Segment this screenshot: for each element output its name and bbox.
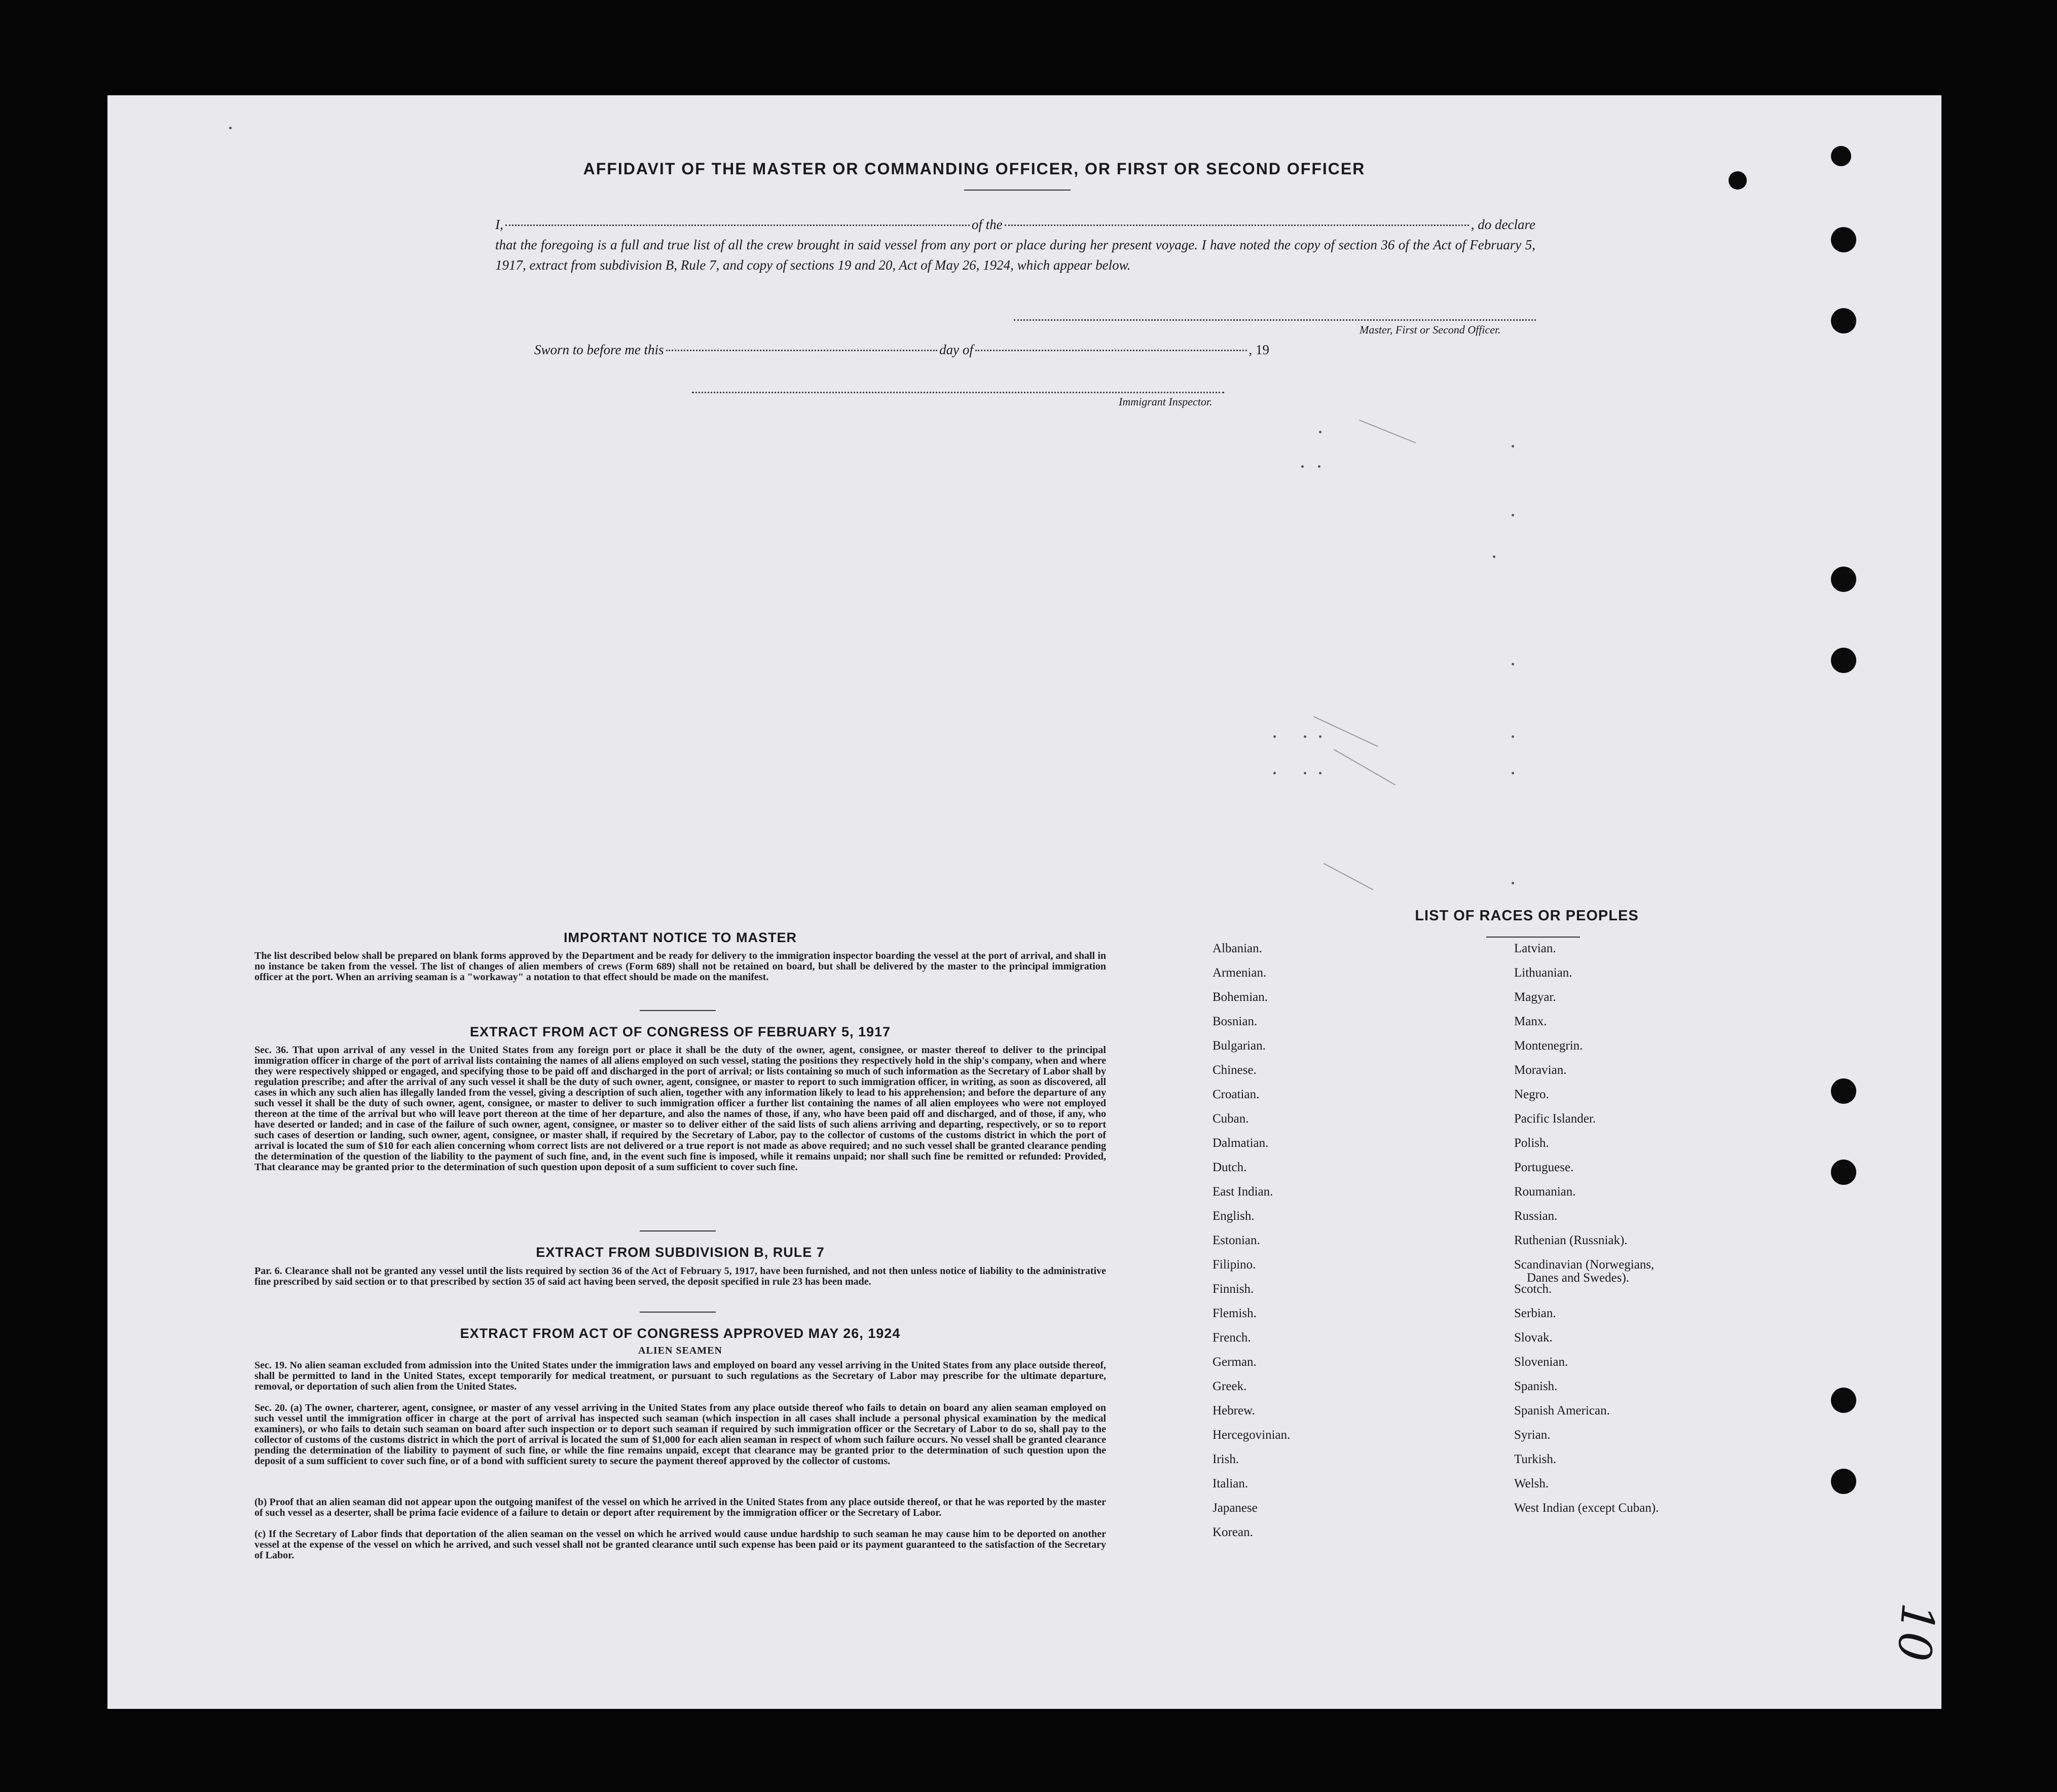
race-item: Slovenian. — [1514, 1355, 1568, 1369]
sworn-month-blank[interactable] — [975, 350, 1247, 351]
race-item: Dalmatian. — [1213, 1136, 1269, 1150]
race-item: Chinese. — [1213, 1063, 1257, 1077]
scan-speck — [1273, 735, 1276, 738]
race-item: Finnish. — [1213, 1282, 1254, 1296]
race-item: French. — [1213, 1331, 1251, 1345]
master-caption: Master, First or Second Officer. — [1360, 323, 1501, 336]
race-item: Flemish. — [1213, 1306, 1257, 1320]
race-item: Dutch. — [1213, 1161, 1247, 1174]
race-item: Italian. — [1213, 1477, 1248, 1490]
race-item: Lithuanian. — [1514, 966, 1572, 980]
scan-speck — [1304, 772, 1306, 774]
sworn-row — [534, 342, 1269, 358]
scan-speck — [1301, 465, 1304, 468]
punch-hole — [1831, 1469, 1856, 1494]
scan-stroke — [1324, 863, 1373, 890]
i-label: I, — [495, 217, 503, 232]
race-item: Korean. — [1213, 1525, 1253, 1539]
race-item: Slovak. — [1514, 1331, 1553, 1345]
race-item: Spanish American. — [1514, 1404, 1610, 1417]
rule-7-title: EXTRACT FROM SUBDIVISION B, RULE 7 — [536, 1245, 825, 1260]
sworn-day-blank[interactable] — [666, 350, 938, 351]
race-item: Filipino. — [1213, 1258, 1256, 1272]
punch-hole — [1729, 171, 1747, 190]
race-item: Cuban. — [1213, 1112, 1249, 1126]
race-item: English. — [1213, 1209, 1255, 1223]
race-item: East Indian. — [1213, 1185, 1273, 1199]
act-1917-title: EXTRACT FROM ACT OF CONGRESS OF FEBRUARY 5, 1917 — [469, 1024, 891, 1039]
scan-speck — [1319, 431, 1321, 433]
day-of-label: day of — [939, 342, 973, 357]
race-item: Russian. — [1514, 1209, 1558, 1223]
race-item: Welsh. — [1514, 1477, 1549, 1490]
race-item: Danes and Swedes). — [1527, 1271, 1630, 1285]
race-item: Magyar. — [1514, 990, 1556, 1004]
race-item: Pacific Islander. — [1514, 1112, 1596, 1126]
race-item: Negro. — [1514, 1088, 1549, 1101]
race-item: Estonian. — [1213, 1234, 1260, 1247]
punch-hole — [1831, 1388, 1856, 1413]
race-item: Moravian. — [1514, 1063, 1567, 1077]
inspector-signature-line[interactable] — [692, 392, 1224, 393]
race-item: Syrian. — [1514, 1428, 1551, 1442]
race-item: Bosnian. — [1213, 1015, 1258, 1028]
scan-speck — [1512, 663, 1514, 665]
race-item: Bulgarian. — [1213, 1039, 1266, 1053]
vessel-blank[interactable] — [1005, 225, 1469, 226]
race-item: Turkish. — [1514, 1452, 1557, 1466]
race-item: Ruthenian (Russniak). — [1514, 1234, 1628, 1247]
scan-speck — [1319, 772, 1321, 774]
race-item: Roumanian. — [1514, 1185, 1576, 1199]
scan-speck — [1512, 735, 1514, 738]
act-1924-sec20a: Sec. 20. (a) The owner, charterer, agent, consignee, or master of any vessel arriving in the United States from any place outside thereof who fails to detain on board any alien seaman employed on such vessel until the immigration officer in charge at the port of arrival has inspected such seaman (which inspection in all cases shall include a personal physical examination by the medical examiners), or who fails to detain such seaman on board after such inspection or to deport such seaman if required by such immigration officer or the Secretary of Labor to do so, shall pay to the collector of customs of the customs district in which the port of arrival is located the sum of $1,000 for each alien seaman in respect of whom such failure occurs. No vessel shall be granted clearance pending the determination of the liability to payment of such fine, or while the fine remains unpaid, except that clearance may be granted prior to the determination of such question upon the deposit of a sum sufficient to cover such fine, or of a bond with sufficient surety to secure the payment thereof approved by the collector of customs. — [254, 1402, 1106, 1467]
race-item: Spanish. — [1514, 1379, 1558, 1393]
punch-hole — [1831, 648, 1856, 673]
race-item: Montenegrin. — [1514, 1039, 1583, 1053]
race-item: Bohemian. — [1213, 990, 1268, 1004]
punch-hole — [1831, 1160, 1856, 1185]
declaration-text: that the foregoing is a full and true list of all the crew brought in said vessel from any port or place during her present voyage. I have noted the copy of section 36 of the Act of February 5, 1917, extract from subdivision B, Rule 7, and copy of sections 19 and 20, Act of May 26, 1924, which appear below. — [495, 237, 1535, 273]
scan-speck — [1319, 735, 1321, 738]
scan-stroke — [1359, 420, 1416, 443]
rule-7-text: Par. 6. Clearance shall not be granted any vessel until the lists required by section 36 of the Act of February 5, 1917, have been furnished, and not then unless notice of liability to the administrative fine prescribed by said section or to that prescribed by section 35 of said act having been served, the deposit specified in rule 23 has been made. — [254, 1265, 1106, 1287]
race-item: Albanian. — [1213, 942, 1262, 955]
scan-stroke — [1313, 716, 1378, 747]
act-1924-sec20b: (b) Proof that an alien seaman did not appear upon the outgoing manifest of the vessel on which he arrived in the United States from any place outside thereof, or that he was reported by the master of such vessel as a deserter, shall be prima facie evidence of a failure to detain or deport after requirement by the immigration officer or the Secretary of Labor. — [254, 1497, 1106, 1518]
alien-seamen-subtitle: ALIEN SEAMEN — [638, 1345, 722, 1356]
races-divider — [1486, 937, 1580, 938]
race-item: Latvian. — [1514, 942, 1556, 955]
race-item: German. — [1213, 1355, 1257, 1369]
race-item: West Indian (except Cuban). — [1514, 1501, 1659, 1515]
race-item: Irish. — [1213, 1452, 1239, 1466]
scan-speck — [1304, 735, 1306, 738]
name-blank[interactable] — [505, 225, 970, 226]
punch-hole — [1831, 567, 1856, 592]
race-item: Hebrew. — [1213, 1404, 1255, 1417]
title-divider — [964, 190, 1071, 191]
race-item: Serbian. — [1514, 1306, 1556, 1320]
notice-text: The list described below shall be prepared on blank forms approved by the Department and be ready for delivery to the immigration inspector boarding the vessel at the port of arrival, and shall in no instance be taken from the vessel. The list of changes of alien members of crews (Form 689) shall not be retained on board, but shall be delivered by the master to the principal immigration officer at the port. When an arriving seaman is a "workaway" a notation to that effect should be made on the manifest. — [254, 950, 1106, 983]
rule-7-divider — [640, 1312, 716, 1313]
notice-title: IMPORTANT NOTICE TO MASTER — [564, 930, 797, 945]
sworn-label: Sworn to before me this — [534, 342, 664, 357]
do-declare-label: , do declare — [1471, 217, 1535, 232]
of-the-label: of the — [971, 217, 1003, 232]
race-item: Portuguese. — [1514, 1161, 1574, 1174]
race-item: Scotch. — [1514, 1282, 1552, 1296]
scan-speck — [1512, 445, 1514, 447]
race-item: Manx. — [1514, 1015, 1547, 1028]
act-1924-sec19: Sec. 19. No alien seaman excluded from admission into the United States under the immigration laws and employed on board any vessel arriving in the United States from any place outside thereof, shall be permitted to land in the United States, except temporarily for medical treatment, or pursuant to such regulations as the Secretary of Labor may prescribe for the ultimate departure, removal, or deportation of such alien from the United States. — [254, 1360, 1106, 1392]
scan-speck — [1512, 882, 1514, 884]
race-item: Croatian. — [1213, 1088, 1260, 1101]
race-item: Scandinavian (Norwegians, — [1514, 1258, 1655, 1272]
act-1924-sec20c: (c) If the Secretary of Labor finds that deportation of the alien seaman on the vessel on which he arrived would cause undue hardship to such seaman he may cause him to be deported on another vessel at the expense of the vessel on which he arrived, and such vessel shall not be granted clearance until such expense has been paid or its payment guaranteed to the satisfaction of the Secretary of Labor. — [254, 1528, 1106, 1561]
year-prefix: , 19 — [1248, 342, 1269, 357]
race-item: Armenian. — [1213, 966, 1267, 980]
declaration-block — [495, 214, 1535, 275]
race-item: Japanese — [1213, 1501, 1258, 1515]
scan-speck — [1273, 772, 1276, 774]
race-item: Hercegovinian. — [1213, 1428, 1291, 1442]
act-1917-text: Sec. 36. That upon arrival of any vessel in the United States from any foreign port or place it shall be the duty of the owner, agent, consignee, or master thereof to deliver to the principal immigration officer in charge of the port of arrival lists containing the names of all aliens employed on such vessel, stating the positions they respectively hold in the ship's company, when and where they were respectively shipped or engaged, and specifying those to be paid off and discharged in the port of arrival; or lists containing so much of such information as the Secretary of Labor shall by regulation prescribe; and after the arrival of any such vessel it shall be the duty of such owner, agent, consignee, or master to report to such immigration officer, in writing, as soon as discovered, all cases in which any such alien has illegally landed from the vessel, giving a description of such alien, together with any information likely to lead to his apprehension; and before the departure of any such vessel it shall be the duty of such owner, agent, consignee, or master to deliver to such immigration officer a further list containing the names of all alien employees who were not employed thereon at the time of the arrival but who will leave port thereon at the time of her departure, and also the names of those, if any, who have been paid off and discharged, and of those, if any, who have deserted or landed; and in case of the failure of such owner, agent, consignee, or master so to deliver either of the said lists of such aliens arriving and departing, respectively, or so to report such cases of desertion or landing, such owner, agent, consignee, or master shall, if required by the Secretary of Labor, pay to the collector of customs of the customs district in which the port of arrival is located the sum of $10 for each alien concerning whom correct lists are not delivered or a true report is not made as above required; and no such vessel shall be granted clearance pending the determination of the question of the liability to the payment of such fine, and, in the event such fine is imposed, while it remains unpaid; nor shall such fine be remitted or refunded: Provided, That clearance may be granted prior to the determination of such question upon deposit of a sum sufficient to cover such fine. — [254, 1044, 1106, 1173]
punch-hole — [1831, 146, 1851, 166]
notice-divider — [640, 1010, 716, 1011]
scan-speck — [229, 127, 232, 129]
race-item: Greek. — [1213, 1379, 1247, 1393]
punch-hole — [1831, 1078, 1856, 1104]
affidavit-title: AFFIDAVIT OF THE MASTER OR COMMANDING OFFICER, OR FIRST OR SECOND OFFICER — [583, 160, 1366, 178]
inspector-caption: Immigrant Inspector. — [1119, 395, 1213, 408]
punch-hole — [1831, 308, 1856, 333]
scan-speck — [1512, 514, 1514, 516]
scan-stroke — [1334, 749, 1395, 786]
act-1924-title: EXTRACT FROM ACT OF CONGRESS APPROVED MAY 26, 1924 — [460, 1326, 901, 1341]
scan-speck — [1493, 555, 1495, 558]
race-item: Polish. — [1514, 1136, 1549, 1150]
punch-hole — [1831, 227, 1856, 252]
act-1917-divider — [640, 1230, 716, 1231]
scan-speck — [1318, 465, 1320, 468]
races-title: LIST OF RACES OR PEOPLES — [1415, 908, 1639, 924]
master-signature-line[interactable] — [1014, 319, 1536, 321]
form-page — [107, 95, 1945, 1709]
scan-speck — [1512, 772, 1514, 774]
handwritten-page-number: 10 — [1886, 1600, 1945, 1664]
